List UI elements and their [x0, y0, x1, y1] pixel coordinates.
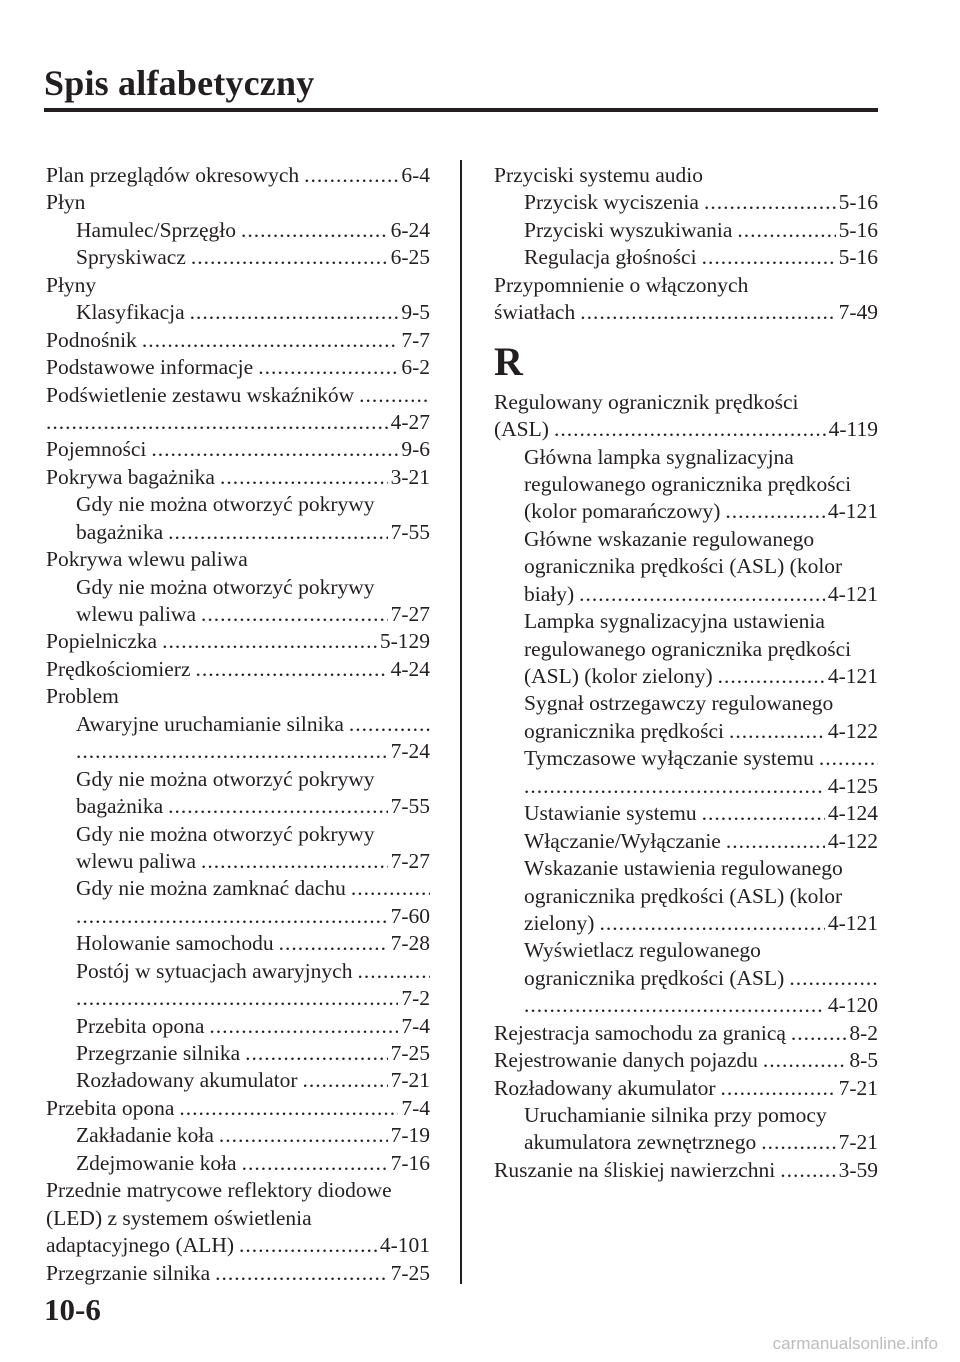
index-entry: [46, 958, 430, 985]
index-entry-text: Zdejmowanie koła: [76, 1150, 237, 1175]
section-letter: R: [494, 338, 523, 384]
index-entry: [46, 656, 430, 683]
leader-dots: [554, 416, 826, 443]
leader-dots: [721, 1075, 836, 1102]
index-entry: [46, 491, 430, 518]
index-entry-text: Płyn: [46, 190, 86, 215]
index-entry-text: Postój w sytuacjach awaryjnych: [76, 958, 353, 983]
index-entry-page: 7-4: [401, 1095, 430, 1120]
leader-dots: [142, 327, 399, 354]
index-entry-text: ogranicznika prędkości: [524, 718, 724, 743]
index-entry-page: 7-27: [390, 848, 430, 873]
leader-dots: [162, 628, 377, 655]
index-entry-text: Zakładanie koła: [76, 1123, 214, 1148]
index-entry: [46, 1122, 430, 1149]
index-entry-page: 5-16: [838, 245, 878, 270]
index-entry: [46, 875, 430, 902]
index-entry-page: 9-5: [401, 300, 430, 325]
leader-dots: [168, 519, 387, 546]
index-entry: [46, 1040, 430, 1067]
index-entry: [46, 162, 430, 189]
leader-dots: [303, 1067, 388, 1094]
leader-dots: [76, 903, 388, 930]
index-entry-text: Przegrzanie silnika: [46, 1260, 211, 1285]
index-entry-text: Gdy nie można otworzyć pokrywy: [76, 821, 375, 846]
leader-dots: [704, 189, 836, 216]
leader-dots: [351, 875, 430, 902]
index-entry: [46, 1260, 430, 1287]
index-entry-text: Hamulec/Sprzęgło: [76, 217, 237, 242]
index-entry-text: Awaryjne uruchamianie silnika: [76, 711, 344, 736]
index-entry-text: akumulatora zewnętrznego: [524, 1130, 757, 1155]
index-entry-text: Regulacja głośności: [524, 245, 697, 270]
index-entry: [46, 601, 430, 628]
index-entry-text: Prędkościomierz: [46, 656, 191, 681]
leader-dots: [215, 1260, 387, 1287]
index-entry-page: 7-21: [390, 1068, 430, 1093]
leader-dots: [76, 738, 388, 765]
index-entry: [494, 965, 878, 992]
index-entry: [494, 299, 878, 326]
index-entry: [494, 773, 878, 800]
leader-dots: [76, 985, 398, 1012]
leader-dots: [702, 244, 836, 271]
index-entry: [46, 272, 430, 299]
leader-dots: [168, 793, 387, 820]
leader-dots: [725, 498, 824, 525]
index-entry: [494, 992, 878, 1019]
index-entry-page: 7-16: [390, 1150, 430, 1175]
index-entry-page: 4-124: [827, 801, 878, 826]
index-entry: [494, 1129, 878, 1156]
index-entry: [46, 903, 430, 930]
index-entry-text: regulowanego ogranicznika prędkości: [524, 636, 852, 661]
leader-dots: [780, 1157, 835, 1184]
index-group-p-end: [494, 162, 878, 327]
leader-dots: [524, 773, 825, 800]
index-entry-text: Przypomnienie o włączonych: [494, 272, 749, 297]
index-entry-text: Gdy nie można otworzyć pokrywy: [76, 766, 375, 791]
index-entry: [494, 636, 878, 663]
index-entry: [494, 471, 878, 498]
index-entry-text: Przyciski systemu audio: [494, 163, 704, 187]
index-entry-text: wlewu paliwa: [76, 602, 197, 626]
index-entry-text: Ruszanie na śliskiej nawierzchni: [494, 1157, 776, 1182]
index-entry-text: biały): [524, 581, 575, 606]
index-entry: [494, 244, 878, 271]
leader-dots: [304, 162, 398, 189]
index-entry-page: 7-28: [390, 931, 430, 956]
index-entry-text: adaptacyjnego (ALH): [46, 1233, 235, 1258]
index-entry-text: Wskazanie ustawienia regulowanego: [524, 856, 843, 881]
leader-dots: [220, 464, 388, 491]
index-entry-page: 7-49: [838, 300, 878, 325]
index-entry: [494, 608, 878, 635]
index-entry: [494, 1157, 878, 1184]
index-entry-page: 4-122: [827, 718, 878, 743]
index-entry-page: 7-60: [390, 903, 430, 928]
index-entry: [46, 738, 430, 765]
index-entry: [46, 244, 430, 271]
index-entry-text: Plan przeglądów okresowych: [46, 163, 300, 187]
index-entry-text: Przyciski wyszukiwania: [524, 217, 733, 242]
index-entry-text: Przednie matrycowe reflektory diodowe: [46, 1178, 392, 1203]
index-entry-page: 4-125: [827, 773, 878, 798]
index-entry: [46, 1232, 430, 1259]
index-entry-text: bagażnika: [76, 519, 164, 544]
leader-dots: [209, 1013, 398, 1040]
leader-dots: [219, 1122, 388, 1149]
leader-dots: [258, 354, 398, 381]
index-entry-page: 7-4: [401, 1013, 430, 1038]
index-entry-text: Rozładowany akumulator: [494, 1075, 716, 1100]
index-entry-text: Pokrywa wlewu paliwa: [46, 547, 248, 572]
leader-dots: [579, 581, 825, 608]
index-entry-text: Klasyfikacja: [76, 300, 185, 325]
leader-dots: [357, 958, 430, 985]
index-entry: [494, 581, 878, 608]
index-entry-page: 7-21: [838, 1075, 878, 1100]
index-entry-page: 5-16: [838, 190, 878, 215]
index-entry-page: 7-55: [390, 519, 430, 544]
index-entry-page: 7-7: [401, 327, 430, 352]
leader-dots: [580, 299, 835, 326]
index-entry: [494, 883, 878, 910]
index-entry: [494, 1020, 878, 1047]
index-entry-text: (LED) z systemem oświetlenia: [46, 1205, 312, 1230]
index-entry: [494, 498, 878, 525]
index-entry: [46, 628, 430, 655]
index-entry: [46, 848, 430, 875]
column-divider: [460, 160, 462, 1284]
index-entry-text: Holowanie samochodu: [76, 931, 274, 956]
leader-dots: [524, 992, 825, 1019]
index-entry-page: 7-21: [838, 1130, 878, 1155]
index-entry: [46, 1067, 430, 1094]
index-entry: [46, 1177, 430, 1204]
index-entry: [46, 299, 430, 326]
index-entry-page: 7-2: [401, 986, 430, 1011]
index-entry-text: Uruchamianie silnika przy pomocy: [524, 1103, 827, 1127]
index-entry-page: 4-121: [827, 581, 878, 606]
index-entry-page: 9-6: [401, 437, 430, 462]
index-entry: [46, 464, 430, 491]
index-entry-page: 6-24: [390, 217, 430, 242]
leader-dots: [46, 409, 388, 436]
index-entry-text: Podnośnik: [46, 327, 137, 352]
index-entry: [46, 1095, 430, 1122]
index-entry-page: 4-119: [828, 417, 878, 442]
index-entry-text: Główne wskazanie regulowanego: [524, 526, 815, 551]
index-entry-page: 4-122: [827, 828, 878, 853]
index-entry-text: ogranicznika prędkości (ASL) (kolor: [524, 554, 843, 579]
index-entry-text: Pojemności: [46, 437, 147, 462]
leader-dots: [241, 217, 388, 244]
index-entry-page: 8-5: [849, 1048, 878, 1073]
leader-dots: [729, 718, 825, 745]
index-entry: [494, 690, 878, 717]
index-entry: [46, 574, 430, 601]
index-entry-text: ogranicznika prędkości (ASL) (kolor: [524, 883, 843, 908]
leader-dots: [196, 656, 388, 683]
index-entry-page: 6-2: [401, 355, 430, 380]
index-entry: [46, 711, 430, 738]
leader-dots: [349, 711, 430, 738]
index-entry: [46, 821, 430, 848]
index-entry-page: 4-121: [827, 499, 878, 524]
index-entry: [494, 718, 878, 745]
index-entry-page: 5-129: [379, 629, 430, 654]
index-entry-text: ogranicznika prędkości (ASL): [524, 965, 785, 990]
index-entry-text: wlewu paliwa: [76, 848, 197, 873]
index-entry-text: Gdy nie można otworzyć pokrywy: [76, 574, 375, 599]
page-number: 10-6: [44, 1292, 101, 1327]
leader-dots: [242, 1150, 388, 1177]
index-entry: [494, 745, 878, 772]
index-entry-text: Gdy nie można zamknać dachu: [76, 876, 346, 901]
leader-dots: [190, 299, 399, 326]
index-entry-text: (ASL) (kolor zielony): [524, 664, 713, 688]
index-entry: [46, 189, 430, 216]
index-entry-text: Ustawianie systemu: [524, 801, 697, 826]
index-entry: [46, 519, 430, 546]
index-entry-page: 6-4: [401, 163, 430, 187]
index-entry-page: 3-59: [838, 1157, 878, 1182]
index-entry-page: 7-24: [390, 739, 430, 764]
index-entry-text: Przebita opona: [46, 1095, 175, 1120]
index-entry: [46, 382, 430, 409]
index-entry-text: Tymczasowe wyłączanie systemu: [524, 746, 814, 771]
index-entry: [46, 354, 430, 381]
index-entry: [494, 526, 878, 553]
index-entry-page: 7-25: [390, 1260, 430, 1285]
leader-dots: [179, 1095, 398, 1122]
index-entry: [494, 189, 878, 216]
index-entry-text: Problem: [46, 684, 119, 709]
index-entry: [494, 1102, 878, 1129]
index-entry-text: zielony): [524, 910, 595, 935]
index-column-left: [46, 162, 430, 1287]
index-entry: [494, 416, 878, 443]
index-entry: [46, 217, 430, 244]
index-entry-page: 4-27: [390, 409, 430, 434]
leader-dots: [702, 800, 825, 827]
leader-dots: [201, 601, 388, 628]
index-group-r: [494, 389, 878, 1185]
index-entry-text: Podstawowe informacje: [46, 355, 254, 380]
index-entry: [46, 1150, 430, 1177]
index-entry: [494, 272, 878, 299]
leader-dots: [599, 910, 824, 937]
index-entry: [494, 1047, 878, 1074]
leader-dots: [239, 1232, 377, 1259]
index-entry: [494, 217, 878, 244]
index-entry-page: 4-24: [390, 656, 430, 681]
index-entry-text: (kolor pomarańczowy): [524, 499, 721, 524]
leader-dots: [201, 848, 388, 875]
index-entry: [494, 1075, 878, 1102]
index-entry: [494, 553, 878, 580]
index-entry-text: Przegrzanie silnika: [76, 1041, 241, 1065]
index-entry-text: Podświetlenie zestawu wskaźników: [46, 382, 355, 407]
index-entry: [494, 800, 878, 827]
index-entry-text: Lampka sygnalizacyjna ustawienia: [524, 609, 825, 634]
index-entry-text: Rejestrowanie danych pojazdu: [494, 1048, 758, 1073]
page-title: Spis alfabetyczny: [44, 63, 315, 103]
leader-dots: [718, 663, 825, 690]
index-entry-text: Główna lampka sygnalizacyjna: [524, 444, 794, 469]
index-column-right: [494, 162, 878, 1184]
header-rule: [44, 108, 878, 112]
index-entry-page: 8-2: [849, 1020, 878, 1045]
index-entry-text: Spryskiwacz: [76, 245, 186, 270]
index-entry-page: 6-25: [390, 245, 430, 270]
leader-dots: [761, 1129, 835, 1156]
index-entry-text: Wyświetlacz regulowanego: [524, 938, 761, 963]
index-entry-text: Przebita opona: [76, 1013, 205, 1038]
index-entry-page: 7-55: [390, 794, 430, 819]
index-entry: [46, 1205, 430, 1232]
index-entry-text: światłach: [494, 300, 576, 325]
index-entry: [494, 855, 878, 882]
index-entry: [46, 546, 430, 573]
leader-dots: [763, 1047, 846, 1074]
index-entry-text: Pokrywa bagażnika: [46, 464, 215, 489]
index-entry: [494, 162, 878, 189]
index-entry-page: 4-120: [827, 993, 878, 1018]
index-entry-text: Włączanie/Wyłączanie: [524, 828, 721, 853]
index-entry-text: Regulowany ogranicznik prędkości: [494, 389, 799, 414]
leader-dots: [791, 1020, 846, 1047]
index-entry: [46, 1013, 430, 1040]
leader-dots: [737, 217, 835, 244]
index-entry: [46, 327, 430, 354]
index-entry-page: 4-121: [827, 664, 878, 688]
index-entry: [46, 436, 430, 463]
index-entry-text: regulowanego ogranicznika prędkości: [524, 471, 852, 496]
index-entry-text: Popielniczka: [46, 629, 158, 654]
index-entry-page: 7-25: [390, 1041, 430, 1065]
index-entry: [46, 409, 430, 436]
leader-dots: [819, 745, 878, 772]
leader-dots: [245, 1040, 387, 1067]
index-entry: [494, 389, 878, 416]
index-entry-text: Płyny: [46, 272, 97, 297]
index-entry-text: Rozładowany akumulator: [76, 1068, 298, 1093]
index-entry-text: Przycisk wyciszenia: [524, 190, 699, 215]
index-entry: [494, 910, 878, 937]
index-entry-text: Sygnał ostrzegawczy regulowanego: [524, 691, 834, 716]
watermark: carmanualsonline.info: [772, 1334, 938, 1353]
index-entry-page: 4-101: [379, 1233, 430, 1258]
index-entry: [46, 985, 430, 1012]
index-entry: [494, 828, 878, 855]
index-entry-page: 3-21: [390, 464, 430, 489]
index-entry-text: Gdy nie można otworzyć pokrywy: [76, 492, 375, 517]
index-entry: [494, 663, 878, 690]
leader-dots: [789, 965, 878, 992]
index-entry-text: (ASL): [494, 417, 549, 442]
leader-dots: [359, 382, 430, 409]
index-entry-page: 7-27: [390, 602, 430, 626]
index-entry-text: bagażnika: [76, 794, 164, 819]
leader-dots: [726, 828, 825, 855]
index-entry: [494, 444, 878, 471]
index-entry-page: 5-16: [838, 217, 878, 242]
index-entry: [46, 793, 430, 820]
leader-dots: [279, 930, 388, 957]
index-entry-page: 4-121: [827, 910, 878, 935]
index-entry-page: 7-19: [390, 1123, 430, 1148]
leader-dots: [151, 436, 398, 463]
index-entry: [46, 683, 430, 710]
leader-dots: [191, 244, 388, 271]
index-entry-text: Rejestracja samochodu za granicą: [494, 1020, 786, 1045]
index-entry: [494, 937, 878, 964]
index-entry: [46, 930, 430, 957]
index-entry: [46, 766, 430, 793]
